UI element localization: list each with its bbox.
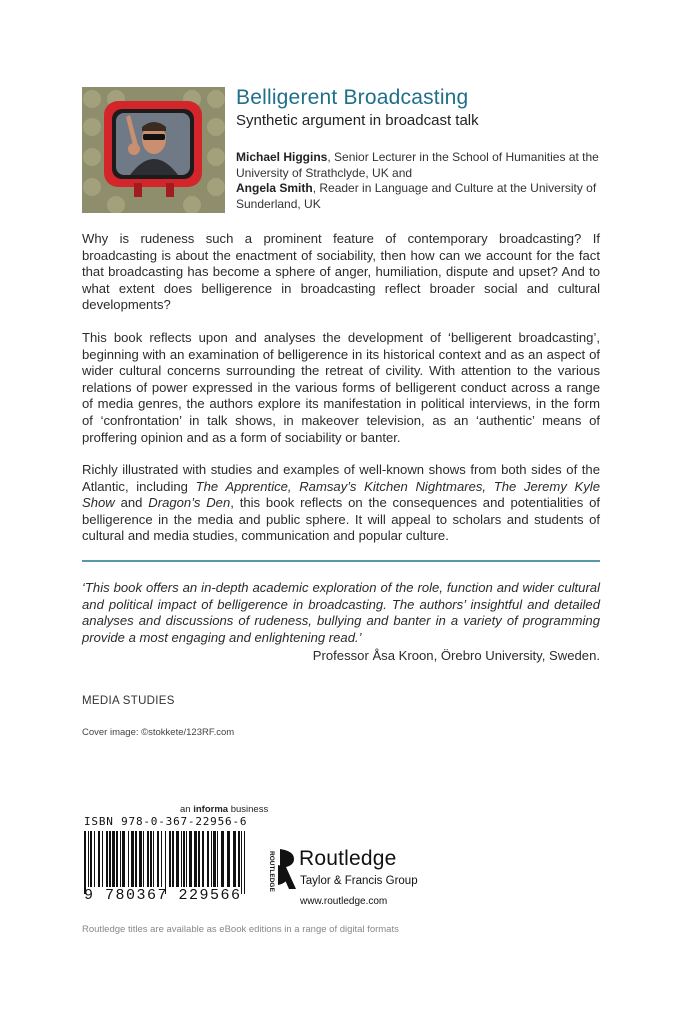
endorsement-quote: ‘This book offers an in-depth academic exploration of the role, function and wider cultural and political impact of belligerence in broadcasting. The authors’ insightful and detailed analyses and discussions of rudeness, bullying and banter in a variety of programming provide a most engaging and enlightening read.’ [82,580,600,645]
author-name: Angela Smith [236,181,313,196]
barcode-bar [116,831,118,887]
author-entry [236,181,626,212]
barcode-bar [90,831,92,887]
ebook-note: Routledge titles are available as eBook editions in a range of digital formats [82,924,399,935]
barcode-bar [227,831,230,887]
barcode-bar [217,831,218,887]
barcode-bar [186,831,187,887]
informa-bold: informa [193,804,229,815]
barcode-bar [135,831,137,887]
author-affiliation: , Senior Lecturer in the School of Humanities at the University of Strathclyde, UK and [236,150,599,180]
tv-illustration [82,87,225,213]
author-affiliation: , Reader in Language and Culture at the University of Sunderland, UK [236,181,597,211]
barcode-bar [106,831,108,887]
barcode-bar [194,831,197,887]
barcode-digits: 9 780367 229566 [84,887,242,904]
book-subtitle: Synthetic argument in broadcast talk [236,112,479,129]
divider [82,560,600,562]
title-block [236,86,616,130]
barcode-bar [181,831,182,887]
endorsement-attribution: Professor Åsa Kroon, Örebro University, Sweden. [312,648,600,663]
barcode-bar [84,831,86,894]
blurb-paragraph-3 [82,462,600,545]
barcode [84,831,247,894]
barcode-bar [102,831,103,887]
barcode-bar [183,831,185,887]
blurb-paragraph-2: This book reflects upon and analyses the development of ‘belligerent broadcasting’, beginning with an examination of belligerence in its historical context and as an aspect of wider cultural concerns surrounding the retreat of civility. With attention to the various relations of power expressed in the various forms of belligerent conduct across a range of media genres, the authors explore its manifestation in political interviews, in the form of ‘confrontation’ in talk shows, in makeover television, as an ‘authentic’ means of proffering opinion and as a form of sociability or banter. [82,330,600,445]
barcode-bar [241,831,242,894]
barcode-bar [213,831,216,887]
barcode-bar [221,831,224,887]
barcode-bar [143,831,144,887]
informa-business-label [180,804,268,815]
author-entry [236,150,626,181]
barcode-bar [120,831,121,887]
publisher-name: Routledge [299,847,397,870]
barcode-bar [233,831,236,887]
paragraph-text: and [114,495,149,511]
barcode-bar [147,831,149,887]
barcode-bar [98,831,100,887]
publisher-group: Taylor & Francis Group [300,875,418,887]
isbn-label: ISBN 978-0-367-22956-6 [84,815,248,828]
author-list [236,150,626,212]
barcode-bar [238,831,240,887]
barcode-bar [207,831,209,887]
informa-suffix: business [228,804,269,815]
logo-wordmark: ROUTLEDGE [268,851,275,892]
barcode-bar [109,831,111,887]
book-title: Belligerent Broadcasting [236,86,469,109]
barcode-bar [211,831,212,887]
show-title: Dragon’s Den [148,495,231,511]
barcode-bar [202,831,204,887]
publisher-url: www.routledge.com [300,896,388,907]
blurb-paragraph-1: Why is rudeness such a prominent feature of contemporary broadcasting? If broadcasting is about the enactment of sociability, then how can we account for the fact that broadcasting has become a sphere of anger, humiliation, dispute and upset? And to what extent does belligerence in broadcasting reflect broader social and cultural developments? [82,231,600,313]
barcode-bar [157,831,159,887]
barcode-bar [244,831,245,894]
barcode-bar [172,831,174,887]
barcode-bar [128,831,129,887]
subject-category: MEDIA STUDIES [82,695,175,707]
barcode-bar [88,831,89,887]
barcode-bar [153,831,154,887]
paragraph-text: , this book reflects on the consequences and potentialities of belligerence in the media and public sphere. It will appeal to scholars and students of cultural and media studies, communication and popular culture. [82,495,600,544]
show-titles: The Apprentice, Ramsay’s Kitchen Nightmares, The Jeremy Kyle Show [82,478,600,511]
barcode-bar [189,831,192,887]
paragraph-text: Richly illustrated with studies and examples of well-known shows from both sides of the Atlantic, including [82,462,600,494]
barcode-bar [198,831,200,887]
barcode-bar [161,831,162,887]
barcode-bar [150,831,152,887]
barcode-bar [176,831,179,887]
barcode-bar [122,831,125,887]
barcode-bar [131,831,134,887]
barcode-bar [139,831,142,887]
cover-credit: Cover image: ©stokkete/123RF.com [82,727,235,738]
barcode-bar [169,831,171,887]
author-name: Michael Higgins [236,150,328,164]
informa-prefix: an [180,804,194,815]
cover-image [82,87,225,213]
barcode-bar [94,831,95,887]
routledge-logo-icon [258,845,298,893]
barcode-bar [112,831,115,887]
barcode-bar [165,831,166,894]
